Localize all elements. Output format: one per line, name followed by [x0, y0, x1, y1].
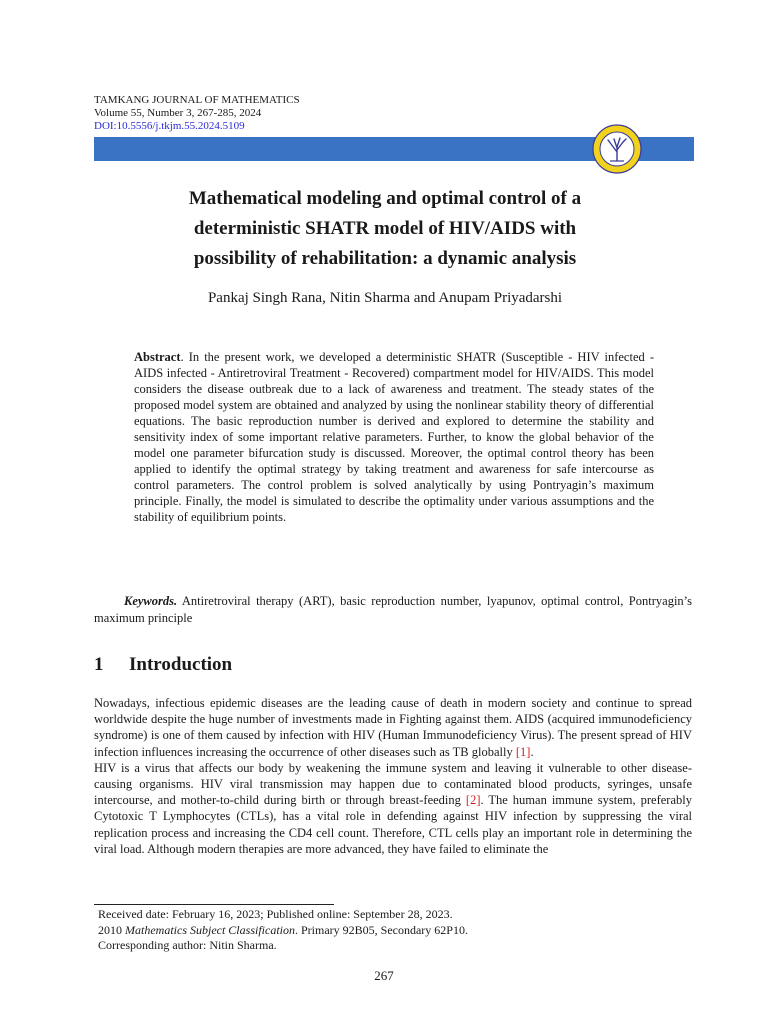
- paragraph-2-continued: . The human immune system, preferably Cytotoxic T Lymphocytes (CTLs), has a vital role in defending against HIV infection by suppressing the viral replication process and increasing the CD4 cell count. Therefore, CTL cells play an important role in determining the viral load. Although modern therapies are more advanced, they have failed to eliminate the: [94, 793, 692, 856]
- msc-year: 2010: [98, 922, 125, 937]
- paragraph-1-end: .: [530, 744, 534, 759]
- section-title: Introduction: [129, 654, 233, 675]
- journal-name: TAMKANG JOURNAL OF MATHEMATICS: [94, 94, 300, 106]
- abstract-label: Abstract: [134, 350, 181, 364]
- footnote-dates: Received date: February 16, 2023; Published online: September 28, 2023.: [98, 907, 453, 921]
- doi-link[interactable]: DOI:10.5556/j.tkjm.55.2024.5109: [94, 120, 245, 132]
- paper-title: [94, 184, 676, 274]
- journal-header: [94, 94, 300, 133]
- keywords-text: Antiretroviral therapy (ART), basic reproduction number, lyapunov, optimal control, Pontryagin’s maximum principle: [94, 594, 692, 625]
- abstract-text: . In the present work, we developed a deterministic SHATR (Susceptible - HIV infected -AIDS infected - Antiretroviral Treatment - Recovered) compartment model for HIV/AIDS. This model considers the disease outbreak due to a lack of awareness and treatment. The steady states of the proposed model system are obtained and analyzed by using the nonlinear stability theory of differential equations. The basic reproduction number is derived and explored to determine the stability and sensitivity index of some important relative parameters. Further, to know the global behavior of the model one parameter bifurcation study is discussed. Moreover, the optimal control theory has been applied to identify the optimal strategy by taking treatment and awareness for safe intercourse as control parameters. The control problem is solved analytically by using Pontryagin’s maximum principle. Finally, the model is simulated to describe the optimality under various assumptions and the stability of equilibrium points.: [134, 350, 654, 524]
- title-line-1: Mathematical modeling and optimal control of a: [188, 188, 582, 209]
- footnote-rule: [94, 904, 334, 905]
- keywords-label: Keywords.: [124, 594, 178, 608]
- footnote-msc: [98, 923, 468, 939]
- section-number: 1: [94, 654, 104, 675]
- citation-link[interactable]: [2]: [465, 793, 481, 808]
- section-heading: [94, 654, 232, 676]
- paragraph-2-text: HIV is a virus that affects our body by weakening the immune system and leaving it vulnerable to other disease-causing organisms. HIV viral transmission may happen due to contaminated blood products, syringes, unsafe intercourse, and mother-to-child during birth or through breast-feeding: [94, 760, 692, 808]
- abstract: [134, 349, 654, 525]
- msc-codes: . Primary 92B05, Secondary 62P10.: [294, 922, 468, 937]
- footnotes: [98, 907, 468, 954]
- page-number: 267: [374, 968, 394, 983]
- author-list: Pankaj Singh Rana, Nitin Sharma and Anupam Priyadarshi: [207, 290, 563, 306]
- title-line-2: deterministic SHATR model of HIV/AIDS with: [193, 218, 577, 239]
- keywords: [94, 593, 692, 627]
- citation-link[interactable]: [1]: [515, 744, 531, 759]
- journal-volume: Volume 55, Number 3, 267-285, 2024: [94, 107, 262, 119]
- paragraph-2: [94, 760, 692, 857]
- title-line-3: possibility of rehabilitation: a dynamic analysis: [193, 248, 577, 269]
- msc-label: Mathematics Subject Classification: [125, 922, 295, 937]
- paragraph-1-text: Nowadays, infectious epidemic diseases are the leading cause of death in modern society and continue to spread worldwide despite the huge number of investments made in Fighting against them. AIDS (acquired immunodeficiency syndrome) is one of them caused by infection with HIV (Human Immunodeficiency Virus). The present spread of HIV infection influences increasing the occurrence of other diseases such as TB globally: [94, 696, 692, 759]
- paragraph-1: [94, 695, 692, 760]
- introduction-body: [94, 695, 692, 857]
- footnote-corresponding: Corresponding author: Nitin Sharma.: [98, 938, 277, 952]
- tamkang-seal-icon: [592, 124, 642, 174]
